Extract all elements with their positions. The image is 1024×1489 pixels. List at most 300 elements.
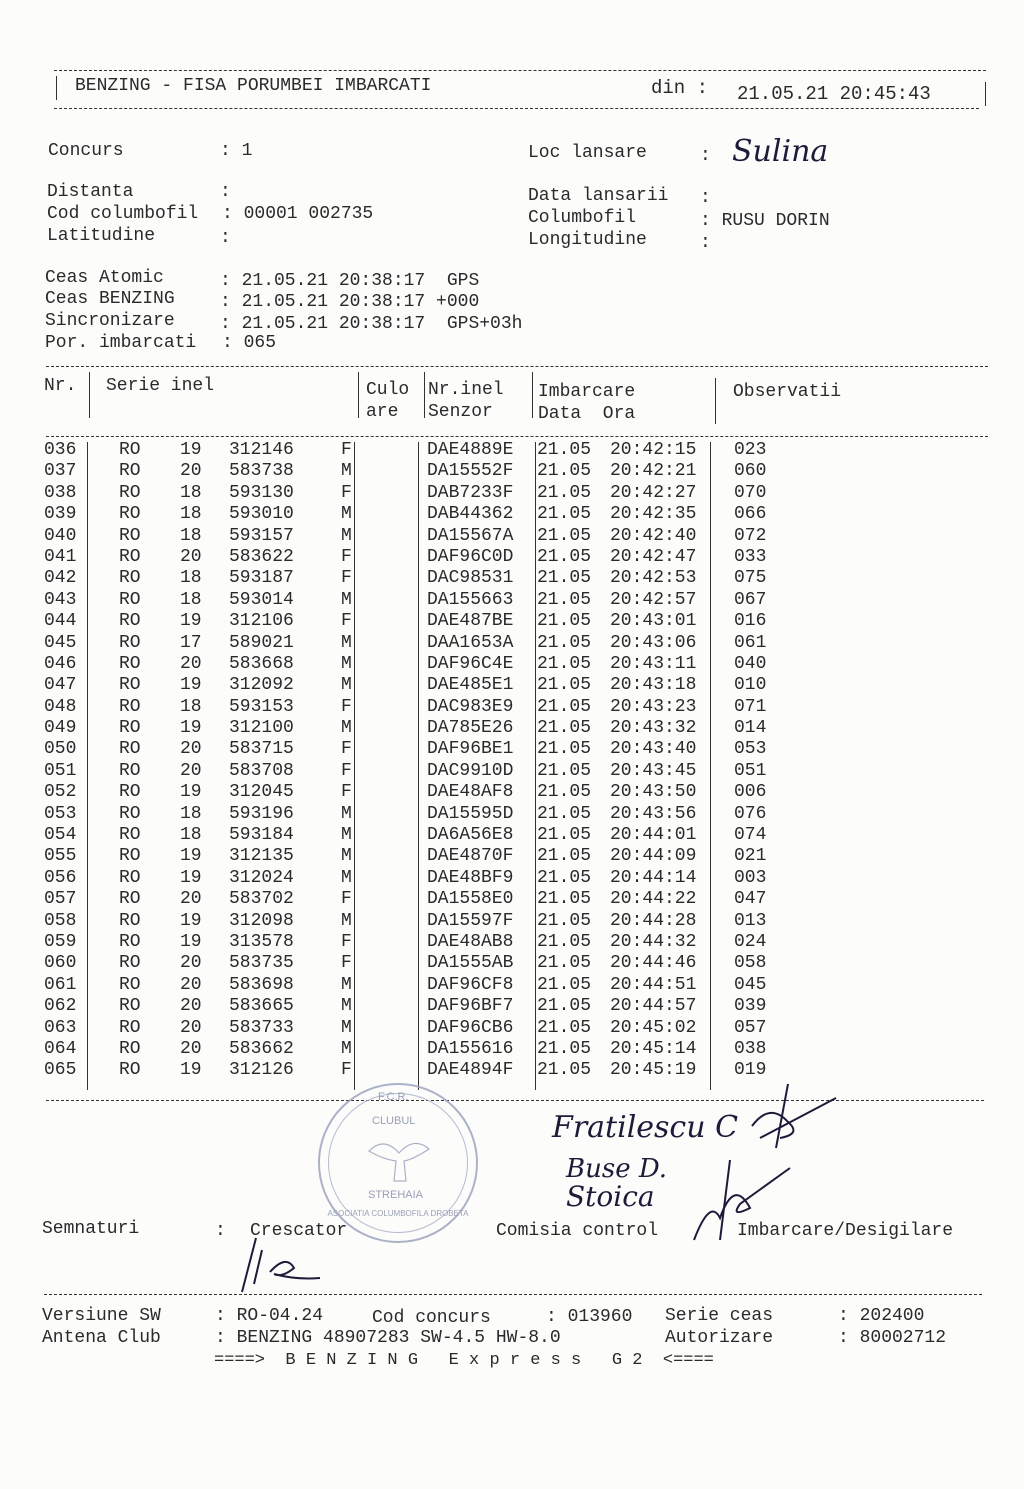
- col-header-nr: Nr.: [44, 376, 77, 396]
- row-number: 043: [44, 589, 77, 610]
- ring-country: RO: [119, 696, 141, 717]
- sensor-ring: DAF96CF8: [427, 974, 514, 995]
- cod-concurs-label: Cod concurs: [372, 1308, 491, 1328]
- sensor-ring: DAB7233F: [427, 482, 514, 503]
- document-title: BENZING - FISA PORUMBEI IMBARCATI: [75, 76, 432, 96]
- loc-lansare-sep: :: [700, 146, 711, 166]
- ring-number: 593157: [229, 525, 294, 546]
- ceas-benzing-label: Ceas BENZING: [45, 289, 175, 309]
- ring-number: 583702: [229, 889, 294, 910]
- ring-year: 20: [180, 974, 202, 995]
- din-timestamp: 21.05.21 20:45:43: [737, 83, 931, 105]
- sex: M: [341, 867, 352, 888]
- ring-year: 19: [180, 910, 202, 931]
- ring-year: 20: [180, 953, 202, 974]
- ring-number: 593187: [229, 568, 294, 589]
- boarding-date: 21.05: [537, 611, 592, 632]
- col-header-serie-inel: Serie inel: [106, 376, 215, 396]
- row-number: 053: [44, 803, 77, 824]
- boarding-time: 20:45:02: [610, 1017, 697, 1038]
- col-divider-senzor: [532, 372, 533, 418]
- row-number: 039: [44, 504, 77, 525]
- sensor-ring: DA15567A: [427, 525, 514, 546]
- ring-year: 19: [180, 611, 202, 632]
- observation: 039: [734, 996, 767, 1017]
- boarding-time: 20:42:27: [610, 482, 697, 503]
- sex: M: [341, 504, 352, 525]
- sincronizare-label: Sincronizare: [45, 311, 175, 331]
- boarding-time: 20:43:40: [610, 739, 697, 760]
- observation: 023: [734, 440, 767, 460]
- row-number: 050: [44, 739, 77, 760]
- sex: M: [341, 825, 352, 846]
- sex: M: [341, 718, 352, 739]
- cod-concurs-value: : 013960: [546, 1307, 633, 1327]
- row-number: 055: [44, 846, 77, 867]
- observation: 006: [734, 782, 767, 803]
- body-divider-serie: [354, 442, 355, 1090]
- boarding-time: 20:44:22: [610, 889, 697, 910]
- ring-number: 583708: [229, 760, 294, 781]
- ring-year: 20: [180, 461, 202, 482]
- row-number: 064: [44, 1038, 77, 1059]
- ring-year: 18: [180, 482, 202, 503]
- ring-year: 19: [180, 867, 202, 888]
- row-number: 044: [44, 611, 77, 632]
- ring-country: RO: [119, 525, 141, 546]
- observation: 045: [734, 974, 767, 995]
- row-number: 037: [44, 461, 77, 482]
- boarding-date: 21.05: [537, 718, 592, 739]
- observation: 053: [734, 739, 767, 760]
- boarding-time: 20:42:21: [610, 461, 697, 482]
- sex: M: [341, 653, 352, 674]
- sex: F: [341, 440, 352, 460]
- ring-year: 18: [180, 825, 202, 846]
- ring-number: 583735: [229, 953, 294, 974]
- longitudine-value: :: [700, 233, 711, 253]
- ring-country: RO: [119, 782, 141, 803]
- observation: 051: [734, 760, 767, 781]
- observation: 076: [734, 803, 767, 824]
- boarding-date: 21.05: [537, 910, 592, 931]
- ceas-atomic-label: Ceas Atomic: [45, 268, 164, 288]
- body-divider-imbarcare: [710, 442, 711, 1090]
- ring-year: 18: [180, 589, 202, 610]
- ring-year: 19: [180, 931, 202, 952]
- boarding-time: 20:43:50: [610, 782, 697, 803]
- distanta-value: :: [220, 182, 231, 202]
- signature-stoica: Stoica: [566, 1180, 655, 1213]
- observation: 047: [734, 889, 767, 910]
- row-number: 047: [44, 675, 77, 696]
- boarding-time: 20:43:11: [610, 653, 697, 674]
- sensor-ring: DAB44362: [427, 504, 514, 525]
- ring-number: 593010: [229, 504, 294, 525]
- ring-number: 312045: [229, 782, 294, 803]
- boarding-date: 21.05: [537, 461, 592, 482]
- boarding-date: 21.05: [537, 568, 592, 589]
- ring-number: 593184: [229, 825, 294, 846]
- ring-country: RO: [119, 760, 141, 781]
- sex: M: [341, 461, 352, 482]
- ring-year: 19: [180, 718, 202, 739]
- din-label: din :: [651, 77, 709, 99]
- boarding-time: 20:42:57: [610, 589, 697, 610]
- row-number: 063: [44, 1017, 77, 1038]
- observation: 003: [734, 867, 767, 888]
- sensor-ring: DAA1653A: [427, 632, 514, 653]
- observation: 038: [734, 1038, 767, 1059]
- ring-number: 312146: [229, 440, 294, 460]
- col-header-nr-inel: Nr.inel: [428, 380, 504, 400]
- boarding-date: 21.05: [537, 953, 592, 974]
- boarding-time: 20:45:14: [610, 1038, 697, 1059]
- sex: F: [341, 782, 352, 803]
- stamp-inner-text-2: STREHAIA: [368, 1189, 424, 1201]
- ring-year: 19: [180, 1060, 202, 1081]
- col-header-culoare-2: are: [366, 402, 399, 422]
- semnaturi-label: Semnaturi: [42, 1219, 140, 1239]
- boarding-time: 20:42:15: [610, 440, 697, 460]
- ring-number: 312100: [229, 718, 294, 739]
- boarding-date: 21.05: [537, 1060, 592, 1081]
- boarding-date: 21.05: [537, 974, 592, 995]
- observation: 074: [734, 825, 767, 846]
- sensor-ring: DAE4889E: [427, 440, 514, 460]
- sex: F: [341, 696, 352, 717]
- distanta-label: Distanta: [47, 182, 134, 202]
- col-header-senzor: Senzor: [428, 402, 493, 422]
- sex: M: [341, 525, 352, 546]
- col-header-imbarcare: Imbarcare: [538, 382, 636, 402]
- boarding-date: 21.05: [537, 696, 592, 717]
- ring-country: RO: [119, 910, 141, 931]
- boarding-time: 20:43:06: [610, 632, 697, 653]
- brand-line: ====> B E N Z I N G E x p r e s s G 2 <====: [214, 1351, 714, 1370]
- table-bottom-border: [46, 1100, 984, 1101]
- ring-year: 19: [180, 440, 202, 460]
- observation: 066: [734, 504, 767, 525]
- boarding-time: 20:42:53: [610, 568, 697, 589]
- ceas-benzing-value: : 21.05.21 20:38:17 +000: [220, 292, 480, 312]
- concurs-value: : 1: [220, 141, 253, 161]
- row-number: 054: [44, 825, 77, 846]
- sex: M: [341, 996, 352, 1017]
- boarding-time: 20:44:57: [610, 996, 697, 1017]
- observation: 071: [734, 696, 767, 717]
- ring-year: 19: [180, 782, 202, 803]
- boarding-time: 20:44:09: [610, 846, 697, 867]
- sensor-ring: DAC983E9: [427, 696, 514, 717]
- sensor-ring: DAC9910D: [427, 760, 514, 781]
- ring-number: 583715: [229, 739, 294, 760]
- signature-scribble-1: [740, 1082, 840, 1152]
- ring-country: RO: [119, 889, 141, 910]
- sex: F: [341, 1060, 352, 1081]
- boarding-time: 20:44:51: [610, 974, 697, 995]
- ring-number: 312024: [229, 867, 294, 888]
- ring-year: 18: [180, 504, 202, 525]
- boarding-date: 21.05: [537, 525, 592, 546]
- sensor-ring: DA15595D: [427, 803, 514, 824]
- observation: 072: [734, 525, 767, 546]
- ring-country: RO: [119, 1038, 141, 1059]
- boarding-date: 21.05: [537, 996, 592, 1017]
- ring-number: 589021: [229, 632, 294, 653]
- longitudine-label: Longitudine: [528, 230, 647, 250]
- signature-fratilescu: Fratilescu C: [552, 1110, 739, 1145]
- ring-year: 20: [180, 996, 202, 1017]
- ring-country: RO: [119, 675, 141, 696]
- ring-year: 20: [180, 889, 202, 910]
- sensor-ring: DAF96BE1: [427, 739, 514, 760]
- row-number: 046: [44, 653, 77, 674]
- ring-number: 583622: [229, 546, 294, 567]
- body-divider-senzor: [535, 442, 536, 1090]
- sensor-ring: DAC98531: [427, 568, 514, 589]
- ring-number: 583668: [229, 653, 294, 674]
- serie-ceas-value: : 202400: [838, 1306, 925, 1326]
- ring-country: RO: [119, 1017, 141, 1038]
- sensor-ring: DAF96C0D: [427, 546, 514, 567]
- sensor-ring: DAE48BF9: [427, 867, 514, 888]
- row-number: 051: [44, 760, 77, 781]
- boarding-date: 21.05: [537, 482, 592, 503]
- row-number: 045: [44, 632, 77, 653]
- ring-number: 313578: [229, 931, 294, 952]
- ring-number: 593130: [229, 482, 294, 503]
- sensor-ring: DAF96CB6: [427, 1017, 514, 1038]
- ring-country: RO: [119, 718, 141, 739]
- boarding-date: 21.05: [537, 782, 592, 803]
- sensor-ring: DAF96C4E: [427, 653, 514, 674]
- ring-year: 17: [180, 632, 202, 653]
- concurs-label: Concurs: [48, 141, 124, 161]
- boarding-date: 21.05: [537, 589, 592, 610]
- boarding-date: 21.05: [537, 760, 592, 781]
- antena-club-label: Antena Club: [42, 1328, 161, 1348]
- row-number: 060: [44, 953, 77, 974]
- col-header-culoare-1: Culo: [366, 380, 410, 400]
- ring-year: 18: [180, 568, 202, 589]
- boarding-time: 20:44:32: [610, 931, 697, 952]
- col-divider-serie: [358, 372, 359, 418]
- sensor-ring: DA785E26: [427, 718, 514, 739]
- boarding-time: 20:43:18: [610, 675, 697, 696]
- header-bottom-border: [54, 108, 979, 109]
- sensor-ring: DA6A56E8: [427, 825, 514, 846]
- semnaturi-sep: :: [215, 1221, 226, 1241]
- ring-year: 19: [180, 846, 202, 867]
- sex: F: [341, 760, 352, 781]
- data-lansarii-label: Data lansarii: [528, 186, 669, 206]
- ring-country: RO: [119, 632, 141, 653]
- sex: M: [341, 803, 352, 824]
- ring-year: 18: [180, 696, 202, 717]
- row-number: 042: [44, 568, 77, 589]
- stamp-ring-text: ASOCIATIA COLUMBOFILA DROBETA: [327, 1209, 469, 1218]
- boarding-time: 20:45:19: [610, 1060, 697, 1081]
- row-number: 041: [44, 546, 77, 567]
- boarding-time: 20:43:23: [610, 696, 697, 717]
- columbofil-label: Columbofil: [528, 208, 637, 228]
- sex: M: [341, 632, 352, 653]
- row-number: 052: [44, 782, 77, 803]
- row-number: 038: [44, 482, 77, 503]
- signature-buse: Buse D.: [566, 1154, 668, 1184]
- col-divider-nr: [89, 372, 90, 418]
- ring-number: 583733: [229, 1017, 294, 1038]
- sex: M: [341, 589, 352, 610]
- ring-country: RO: [119, 589, 141, 610]
- boarding-time: 20:43:32: [610, 718, 697, 739]
- observation: 016: [734, 611, 767, 632]
- ring-year: 20: [180, 653, 202, 674]
- sex: F: [341, 953, 352, 974]
- boarding-time: 20:44:14: [610, 867, 697, 888]
- ring-number: 312135: [229, 846, 294, 867]
- autorizare-label: Autorizare: [665, 1328, 774, 1348]
- ring-number: 312126: [229, 1060, 294, 1081]
- sensor-ring: DAE4894F: [427, 1060, 514, 1081]
- boarding-time: 20:43:45: [610, 760, 697, 781]
- sex: M: [341, 675, 352, 696]
- observation: 060: [734, 461, 767, 482]
- versiune-sw-label: Versiune SW: [42, 1306, 161, 1326]
- row-number: 048: [44, 696, 77, 717]
- boarding-date: 21.05: [537, 440, 592, 460]
- observation: 021: [734, 846, 767, 867]
- observation: 040: [734, 653, 767, 674]
- versiune-sw-value: : RO-04.24: [215, 1306, 324, 1326]
- autorizare-value: : 80002712: [838, 1328, 947, 1348]
- sensor-ring: DAE48AB8: [427, 931, 514, 952]
- ring-country: RO: [119, 461, 141, 482]
- ring-year: 20: [180, 546, 202, 567]
- sensor-ring: DAF96BF7: [427, 996, 514, 1017]
- comisia-control-label: Comisia control: [496, 1221, 659, 1241]
- imbarcare-desigilare-label: Imbarcare/Desigilare: [737, 1221, 954, 1241]
- ring-country: RO: [119, 611, 141, 632]
- crescator-label: Crescator: [250, 1221, 348, 1241]
- sensor-ring: DAE48AF8: [427, 782, 514, 803]
- sensor-ring: DA155663: [427, 589, 514, 610]
- sex: M: [341, 910, 352, 931]
- ring-number: 593196: [229, 803, 294, 824]
- sex: F: [341, 739, 352, 760]
- cod-columbofil-label: Cod columbofil: [47, 204, 199, 224]
- sex: M: [341, 1038, 352, 1059]
- sensor-ring: DA15597F: [427, 910, 514, 931]
- col-divider-imbarcare: [715, 378, 716, 424]
- sensor-ring: DA1558E0: [427, 889, 514, 910]
- observation: 033: [734, 546, 767, 567]
- ring-country: RO: [119, 739, 141, 760]
- boarding-time: 20:44:28: [610, 910, 697, 931]
- ring-number: 593014: [229, 589, 294, 610]
- row-number: 059: [44, 931, 77, 952]
- observation: 014: [734, 718, 767, 739]
- observation: 057: [734, 1017, 767, 1038]
- latitudine-value: :: [220, 228, 231, 248]
- row-number: 065: [44, 1060, 77, 1081]
- sex: M: [341, 846, 352, 867]
- boarding-date: 21.05: [537, 653, 592, 674]
- ring-number: 593153: [229, 696, 294, 717]
- boarding-date: 21.05: [537, 1017, 592, 1038]
- stamp-inner-text: CLUBUL: [372, 1115, 416, 1127]
- ring-country: RO: [119, 996, 141, 1017]
- observation: 061: [734, 632, 767, 653]
- por-imbarcati-value: : 065: [222, 333, 277, 353]
- boarding-date: 21.05: [537, 931, 592, 952]
- observation: 013: [734, 910, 767, 931]
- sensor-ring: DA155616: [427, 1038, 514, 1059]
- row-number: 036: [44, 440, 77, 460]
- ring-number: 312106: [229, 611, 294, 632]
- sex: F: [341, 611, 352, 632]
- boarding-date: 21.05: [537, 675, 592, 696]
- boarding-time: 20:42:47: [610, 546, 697, 567]
- ring-country: RO: [119, 653, 141, 674]
- ring-year: 20: [180, 760, 202, 781]
- observation: 070: [734, 482, 767, 503]
- cod-columbofil-value: : 00001 002735: [222, 204, 374, 224]
- observation: 075: [734, 568, 767, 589]
- body-divider-culoare: [418, 442, 419, 1090]
- boarding-date: 21.05: [537, 1038, 592, 1059]
- ring-country: RO: [119, 546, 141, 567]
- ring-year: 18: [180, 803, 202, 824]
- sincronizare-value: : 21.05.21 20:38:17 GPS+03h: [220, 314, 523, 334]
- data-lansarii-value: :: [700, 188, 711, 208]
- antena-club-value: : BENZING 48907283 SW-4.5 HW-8.0: [215, 1328, 561, 1348]
- stamp-top-text: F.C.R.: [378, 1091, 409, 1103]
- boarding-time: 20:43:56: [610, 803, 697, 824]
- header-top-border: [54, 70, 986, 71]
- signature-crescator: [236, 1234, 326, 1294]
- loc-lansare-label: Loc lansare: [528, 143, 647, 163]
- ring-country: RO: [119, 974, 141, 995]
- table-header-top-border: [46, 366, 988, 367]
- col-header-observatii: Observatii: [733, 382, 842, 402]
- observation: 010: [734, 675, 767, 696]
- boarding-time: 20:44:46: [610, 953, 697, 974]
- ring-country: RO: [119, 846, 141, 867]
- ring-year: 20: [180, 1038, 202, 1059]
- sex: F: [341, 482, 352, 503]
- boarding-date: 21.05: [537, 632, 592, 653]
- ring-number: 583665: [229, 996, 294, 1017]
- ring-number: 312092: [229, 675, 294, 696]
- por-imbarcati-label: Por. imbarcati: [45, 333, 197, 353]
- row-number: 057: [44, 889, 77, 910]
- ring-country: RO: [119, 482, 141, 503]
- ring-country: RO: [119, 953, 141, 974]
- sensor-ring: DA15552F: [427, 461, 514, 482]
- header-right-border: [985, 82, 986, 106]
- boarding-time: 20:42:40: [610, 525, 697, 546]
- table-header-bottom-border: [46, 436, 988, 437]
- row-number: 040: [44, 525, 77, 546]
- serie-ceas-label: Serie ceas: [665, 1306, 774, 1326]
- sex: F: [341, 568, 352, 589]
- ceas-atomic-value: : 21.05.21 20:38:17 GPS: [220, 271, 480, 291]
- boarding-date: 21.05: [537, 803, 592, 824]
- boarding-date: 21.05: [537, 504, 592, 525]
- club-stamp: [318, 1083, 478, 1243]
